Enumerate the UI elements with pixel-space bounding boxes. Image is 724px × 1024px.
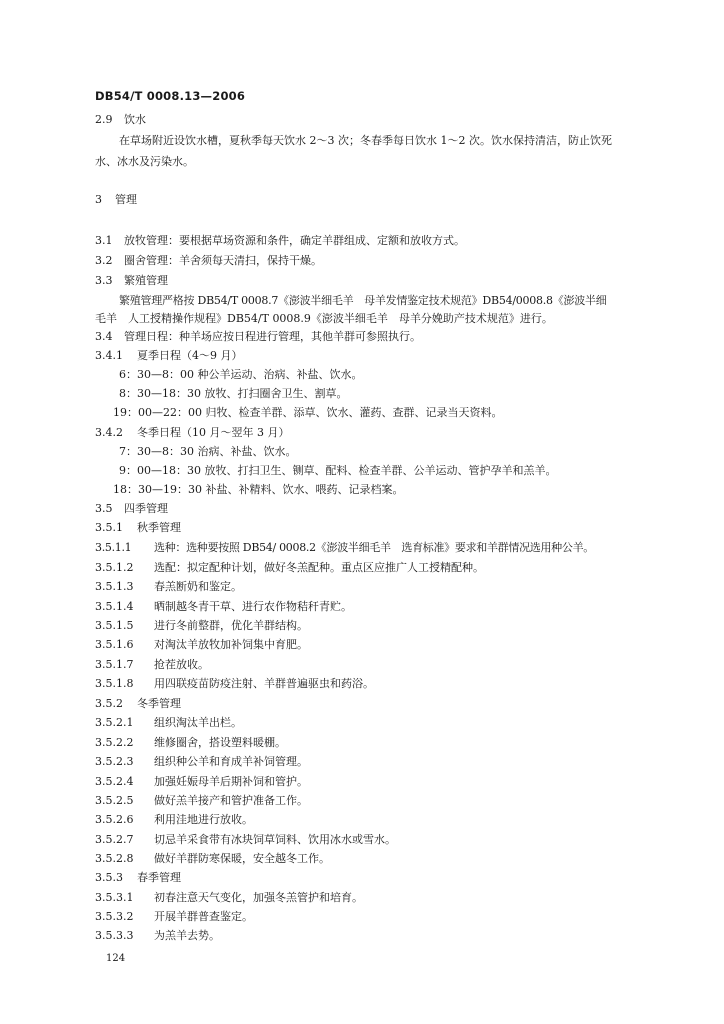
clause-text: 选配：拟定配种计划，做好冬羔配种。重点区应推广人工授精配种。: [154, 561, 484, 574]
schedule-line: [119, 445, 297, 459]
clause-number: 3.5.2.8: [95, 852, 134, 865]
clause-line: [95, 852, 330, 866]
clause-line: [95, 561, 484, 575]
clause-text: 利用洼地进行放收。: [154, 813, 253, 826]
clause-number: 3.4: [95, 330, 113, 343]
schedule-line: [113, 406, 502, 420]
clause-number: 3.5.1.1: [95, 541, 132, 554]
clause-number: 3.5.2.3: [95, 755, 134, 768]
paragraph-line: [95, 155, 194, 169]
clause-text: 初春注意天气变化，加强冬羔管护和培育。: [154, 891, 363, 904]
clause-text: 为羔羊去势。: [154, 929, 220, 942]
clause-text: 18：30—19：30 补盐、补精料、饮水、喂药、记录档案。: [113, 483, 404, 496]
clause-text: 春羔断奶和鉴定。: [154, 580, 242, 593]
clause-number: 3.5.1: [95, 521, 123, 534]
clause-text: 管理日程：种羊场应按日程进行管理，其他羊群可参照执行。: [124, 330, 421, 343]
section-heading: [95, 193, 137, 207]
schedule-line: [119, 464, 556, 478]
clause-number: 3.5.2.6: [95, 813, 134, 826]
clause-number: 3.5.1.2: [95, 561, 134, 574]
clause-line: [95, 234, 465, 248]
clause-line: [95, 426, 290, 440]
clause-number: 3.5.2.5: [95, 794, 134, 807]
clause-number: 3.5.1.7: [95, 658, 134, 671]
clause-text: 春季管理: [137, 871, 181, 884]
clause-line: [95, 716, 242, 730]
clause-line: [95, 254, 322, 268]
clause-text: 做好羔羊接产和管护准备工作。: [154, 794, 308, 807]
clause-number: 3.5.1.3: [95, 580, 134, 593]
clause-number: 3.5.1.8: [95, 677, 134, 690]
clause-line: [95, 619, 308, 633]
clause-line: [95, 502, 168, 516]
clause-line: [95, 658, 209, 672]
clause-number: 3.3: [95, 274, 113, 287]
clause-text: 在草场附近设饮水槽，夏秋季每天饮水 2～3 次；冬春季每日饮水 1～2 次。饮水保持清洁，防止饮死: [119, 134, 612, 147]
clause-number: 3.1: [95, 234, 113, 247]
clause-text: 冬季日程（10 月～翌年 3 月）: [137, 426, 290, 439]
clause-line: [95, 775, 308, 789]
paragraph-line: [119, 294, 607, 308]
clause-line: [95, 638, 308, 652]
clause-text: 繁殖管理: [124, 274, 168, 287]
clause-number: 3.5.2.2: [95, 736, 134, 749]
clause-text: 毛羊 人工授精操作规程》DB54/T 0008.9《澎波半细毛羊 母羊分娩助产技术规范》进行。: [95, 312, 553, 325]
clause-text: 繁殖管理严格按 DB54/T 0008.7《澎波半细毛羊 母羊发情鉴定技术规范》DB54/0008.8《澎波半细: [119, 294, 607, 307]
clause-text: 晒制越冬青干草、进行农作物秸秆青贮。: [154, 600, 352, 613]
clause-text: 开展羊群普查鉴定。: [154, 910, 253, 923]
clause-text: 秋季管理: [137, 521, 181, 534]
clause-text: 选种：选种要按照 DB54/ 0008.2《澎波半细毛羊 选育标准》要求和羊群情况选用种公羊。: [154, 541, 594, 554]
clause-number: 3.2: [95, 254, 113, 267]
clause-line: [95, 736, 286, 750]
clause-text: 管理: [115, 193, 137, 206]
clause-line: [95, 794, 308, 808]
clause-text: 进行冬前整群，优化羊群结构。: [154, 619, 308, 632]
clause-number: 3.5.2.4: [95, 775, 134, 788]
page-number: 124: [106, 953, 126, 964]
schedule-line: [119, 387, 348, 401]
clause-number: 3.5.3: [95, 871, 123, 884]
clause-line: [95, 910, 253, 924]
clause-line: [95, 330, 421, 344]
clause-line: [95, 677, 374, 691]
clause-text: 组织种公羊和育成羊补饲管理。: [154, 755, 308, 768]
clause-line: [95, 871, 181, 885]
clause-text: 切忌羊采食带有冰块饲草饲料、饮用冰水或雪水。: [154, 833, 396, 846]
clause-text: 维修圈舍，搭设塑料暖棚。: [154, 736, 286, 749]
clause-text: 冬季管理: [137, 697, 181, 710]
clause-number: 3.5.3.3: [95, 929, 134, 942]
clause-text: 9：00—18：30 放牧、打扫卫生、铡草、配料、检查羊群、公羊运动、管护孕羊和羔羊。: [119, 464, 557, 477]
clause-number: 3.5.3.1: [95, 891, 134, 904]
clause-text: 用四联疫苗防疫注射、羊群普遍驱虫和药浴。: [154, 677, 374, 690]
clause-text: 对淘汰羊放牧加补饲集中育肥。: [154, 638, 308, 651]
clause-text: 6：30—8：00 种公羊运动、治病、补盐、饮水。: [119, 368, 363, 381]
section-heading: [95, 113, 146, 127]
clause-line: [95, 541, 594, 555]
clause-number: 3.5.1.5: [95, 619, 134, 632]
clause-text: 8：30—18：30 放牧、打扫圈舍卫生、割草。: [119, 387, 348, 400]
clause-line: [95, 600, 352, 614]
clause-line: [95, 521, 181, 535]
clause-text: 7：30—8：30 治病、补盐、饮水。: [119, 445, 297, 458]
clause-text: 饮水: [124, 113, 146, 126]
clause-line: [95, 580, 242, 594]
clause-text: 19：00—22：00 归牧、检查羊群、添草、饮水、灌药、查群、记录当天资料。: [113, 406, 503, 419]
clause-line: [95, 349, 243, 363]
clause-number: 3.5.3.2: [95, 910, 134, 923]
clause-line: [95, 813, 253, 827]
standard-number-header: DB54/T 0008.13—2006: [95, 89, 246, 103]
clause-number: 3.5: [95, 502, 113, 515]
clause-text: 四季管理: [124, 502, 168, 515]
clause-text: 放牧管理：要根据草场资源和条件，确定羊群组成、定额和放收方式。: [124, 234, 465, 247]
clause-number: 3.5.2.1: [95, 716, 134, 729]
clause-text: 做好羊群防寒保暖，安全越冬工作。: [154, 852, 330, 865]
paragraph-line: [119, 134, 612, 148]
clause-number: 3: [95, 193, 102, 206]
clause-text: 组织淘汰羊出栏。: [154, 716, 242, 729]
clause-line: [95, 929, 220, 943]
clause-text: 加强妊娠母羊后期补饲和管护。: [154, 775, 308, 788]
clause-number: 3.4.1: [95, 349, 123, 362]
clause-number: 3.5.2: [95, 697, 123, 710]
paragraph-line: [95, 312, 553, 326]
clause-number: 3.5.1.4: [95, 600, 134, 613]
clause-text: 夏季日程（4～9 月）: [137, 349, 243, 362]
clause-line: [95, 274, 168, 288]
clause-text: 圈舍管理：羊舍须每天清扫，保持干燥。: [124, 254, 322, 267]
schedule-line: [119, 368, 363, 382]
clause-number: 3.5.2.7: [95, 833, 134, 846]
schedule-line: [113, 483, 403, 497]
clause-text: 水、冰水及污染水。: [95, 155, 194, 168]
clause-line: [95, 833, 396, 847]
clause-number: 3.5.1.6: [95, 638, 134, 651]
clause-number: 3.4.2: [95, 426, 123, 439]
clause-number: 2.9: [95, 113, 113, 126]
clause-line: [95, 891, 363, 905]
clause-text: 抢茬放收。: [154, 658, 209, 671]
clause-line: [95, 755, 308, 769]
clause-line: [95, 697, 181, 711]
